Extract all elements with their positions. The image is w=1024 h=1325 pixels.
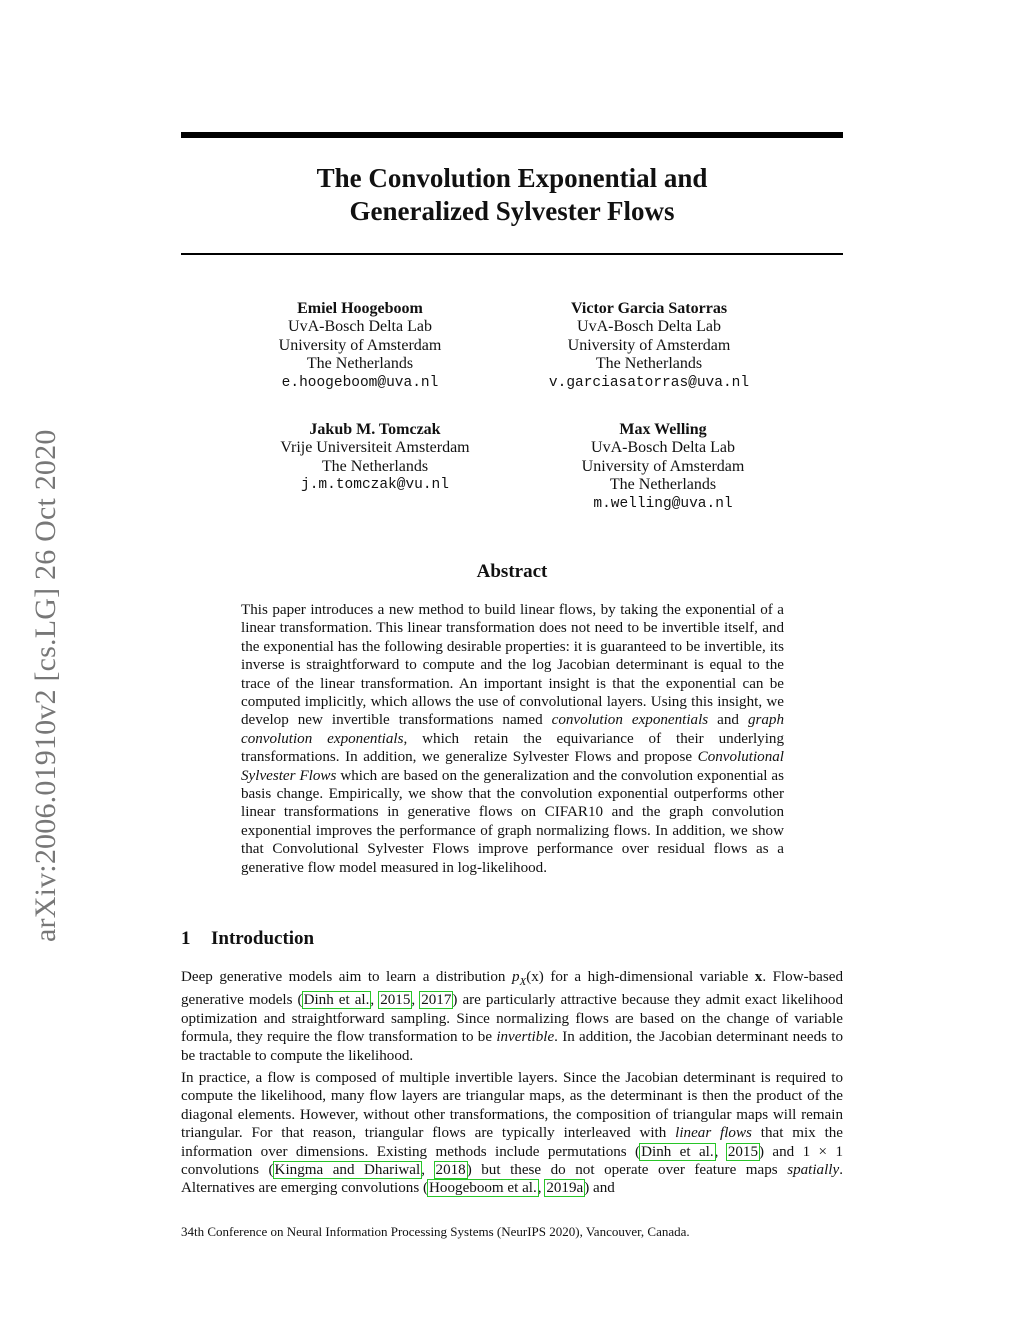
paragraph-text: ) but these do not operate over feature maps (466, 1162, 788, 1179)
citation-link[interactable]: 2015 (727, 1143, 758, 1160)
citation-link[interactable]: 2015 (380, 992, 411, 1009)
author-name: Max Welling (619, 421, 707, 438)
paragraph-text: , (370, 992, 380, 1009)
paragraph-text: , (411, 992, 421, 1009)
citation-link[interactable]: Dinh et al. (641, 1143, 714, 1160)
title-top-rule (181, 132, 843, 138)
paragraph-text: , (714, 1143, 727, 1160)
author-block (509, 300, 789, 392)
abstract-text: , which retain the equivariance of their underlying transformations. In addition, we generalize Sylvester Flows and propose (241, 730, 784, 766)
author-affiliation: The Netherlands (306, 355, 414, 373)
author-affiliation: UvA-Bosch Delta Lab (288, 318, 432, 336)
abstract-emphasis: convolution exponentials (551, 712, 709, 729)
paragraph-text: , (537, 1180, 546, 1197)
author-affiliation: UvA-Bosch Delta Lab (577, 318, 721, 336)
author-affiliation: Vrije Universiteit Amsterdam (280, 439, 470, 457)
paragraph-text: . Alternatives are emerging convolutions ( (181, 1162, 843, 1197)
paragraph-emphasis: linear flows (675, 1125, 752, 1142)
math-p: p (511, 969, 520, 985)
math-x: x (754, 969, 763, 985)
citation-link[interactable]: 2019a (546, 1180, 584, 1197)
title-line-1: The Convolution Exponential and (316, 163, 708, 193)
citation-link[interactable]: Dinh et al. (303, 992, 370, 1009)
citation-link[interactable]: Kingma and Dhariwal (274, 1162, 421, 1179)
author-email[interactable]: v.garciasatorras@uva.nl (548, 374, 750, 391)
math-subscript: X (519, 976, 527, 989)
paragraph-text: ) are particularly attractive because they admit exact likelihood optimization and straightforward sampling. Since normalizing flows are based on the change of variable formula, they require the flow transformation to be (181, 992, 844, 1046)
abstract-text: and (708, 712, 748, 729)
author-affiliation: University of Amsterdam (581, 457, 745, 475)
paragraph-text: for a high-dimensional variable (543, 969, 755, 985)
author-affiliation: The Netherlands (609, 476, 717, 494)
paragraph-text: In practice, a flow is composed of multiple invertible layers. Since the Jacobian determinant is required to compute the likelihood, many flow layers are triangular maps, as the determinant is then the product of the diagonal elements. However, without other transformations, the composition of triangular maps will remain triangular. For that reason, triangular flows are typically interleaved with (181, 1070, 843, 1142)
author-block (235, 421, 515, 495)
author-name: Jakub M. Tomczak (309, 421, 441, 438)
author-affiliation: University of Amsterdam (278, 336, 442, 354)
paragraph-emphasis: invertible (496, 1029, 555, 1046)
abstract-text: which are based on the generalization and the convolution exponential as basis change. Empirically, we show that the convolution exponential outperforms other linear transformations in generative flows on CIFAR10 and the graph convolution exponential improves the performance of graph normalizing flows. In addition, we show that Convolutional Sylvester Flows improve performance over residual flows as a generative flow model measured in log-likelihood. (241, 767, 785, 876)
citation-link[interactable]: Hoogeboom et al. (429, 1180, 537, 1197)
conference-footnote: 34th Conference on Neural Information Processing Systems (NeurIPS 2020), Vancouver, Canada. (181, 1224, 690, 1239)
paragraph-emphasis: spatially (787, 1162, 840, 1179)
author-affiliation: University of Amsterdam (567, 336, 731, 354)
author-affiliation: The Netherlands (595, 355, 703, 373)
author-email[interactable]: m.welling@uva.nl (593, 495, 733, 512)
abstract-body (241, 601, 784, 877)
abstract-text: This paper introduces a new method to build linear flows, by taking the exponential of a linear transformation. This linear transformation does not need to be invertible itself, and the exponential has the following desirable properties: it is guaranteed to be invertible, its inverse is straightforward to compute and the log Jacobian determinant is equal to the trace of the linear transformation. An important insight is that the exponential can be computed implicitly, which allows the use of convolutional layers. Using this insight, we develop new invertible transformations named (241, 602, 784, 729)
paragraph-text: ) and (584, 1180, 615, 1197)
citation-link[interactable]: 2018 (435, 1162, 466, 1179)
paragraph-text: ) and 1 × 1 convolutions ( (181, 1143, 843, 1179)
intro-paragraph-1 (181, 968, 843, 1065)
abstract-emphasis: Convolutional Sylvester Flows (241, 749, 784, 784)
paper-title (181, 162, 843, 228)
abstract-emphasis: graph convolution exponentials (241, 712, 784, 747)
paragraph-text: Deep generative models aim to learn a distribution (181, 969, 512, 985)
paragraph-text: , (421, 1162, 435, 1179)
author-affiliation: UvA-Bosch Delta Lab (591, 439, 735, 457)
author-affiliation: The Netherlands (321, 457, 429, 475)
author-name: Victor Garcia Satorras (570, 300, 728, 317)
intro-paragraph-2 (181, 1069, 843, 1198)
arxiv-identifier-stamp: arXiv:2006.01910v2 [cs.LG] 26 Oct 2020 (29, 429, 62, 942)
author-block (220, 300, 500, 392)
paragraph-text: that mix the information over dimensions. Existing methods include permutations ( (181, 1125, 844, 1160)
author-block (523, 421, 803, 513)
author-name: Emiel Hoogeboom (297, 300, 423, 317)
math-argument: (x) (526, 969, 544, 985)
section-title: Introduction (211, 928, 315, 949)
section-heading-introduction (181, 927, 843, 951)
author-email[interactable]: e.hoogeboom@uva.nl (281, 374, 439, 391)
section-number: 1 (181, 928, 191, 949)
paragraph-text: . Flow-based generative models ( (181, 969, 844, 1009)
author-email[interactable]: j.m.tomczak@vu.nl (301, 477, 449, 494)
abstract-heading: Abstract (476, 561, 548, 582)
title-bottom-rule (181, 253, 843, 255)
paragraph-text: . In addition, the Jacobian determinant needs to be tractable to compute the likelihood. (181, 1029, 843, 1064)
title-line-2: Generalized Sylvester Flows (349, 196, 675, 226)
citation-link[interactable]: 2017 (421, 992, 452, 1009)
